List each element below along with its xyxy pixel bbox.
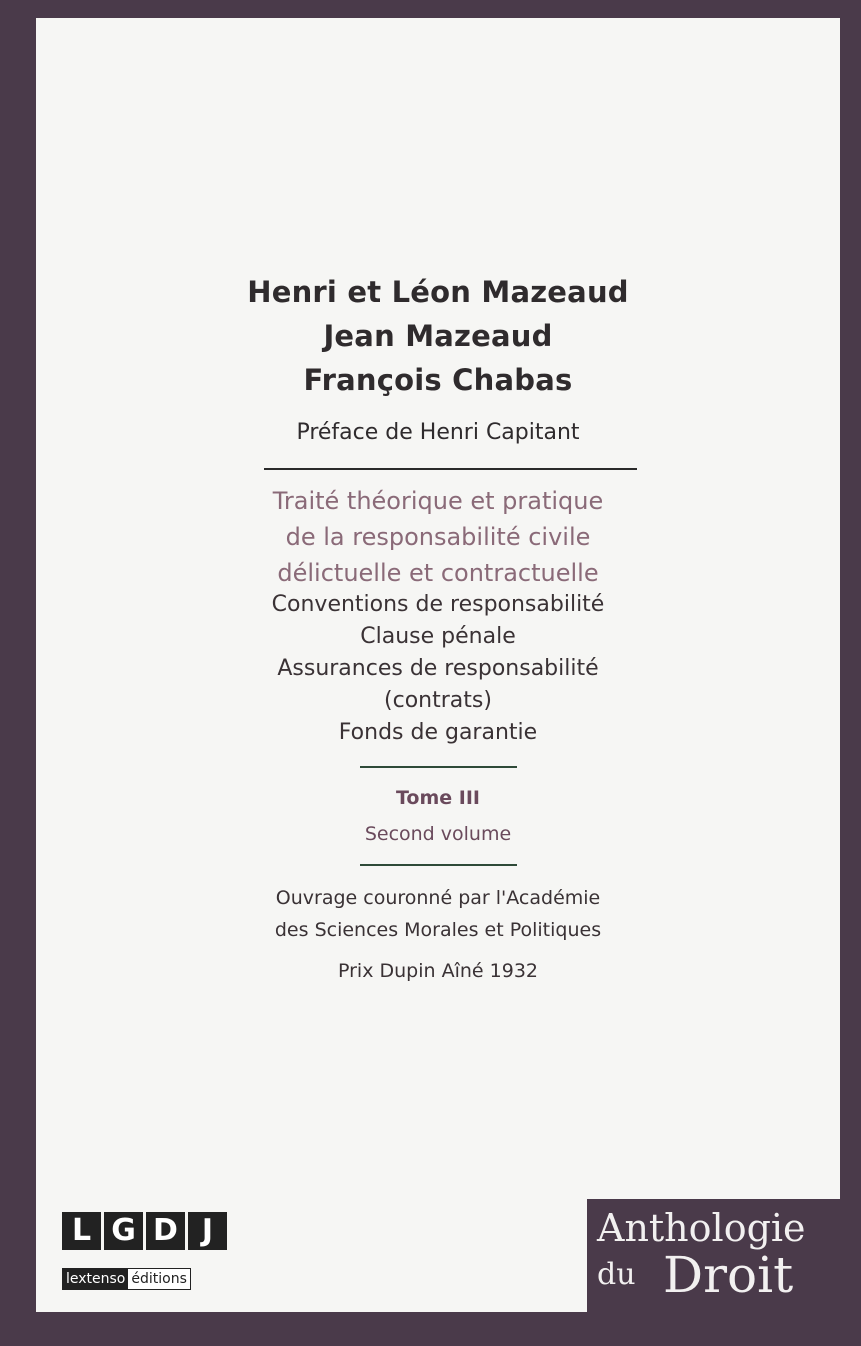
author-line: Jean Mazeaud [323,319,553,353]
author-line: Henri et Léon Mazeaud [247,275,629,309]
series-line: Droit [663,1246,794,1304]
series-line: du [597,1257,636,1292]
series-badge [587,1199,840,1312]
prize-text: Prix Dupin Aîné 1932 [338,960,538,982]
subtitle-line: Clause pénale [360,624,516,649]
tome-label: Tome III [396,787,480,809]
book-cover [36,18,840,1312]
lextenso-editions: éditions [128,1269,190,1289]
logo-letter: G [104,1212,143,1250]
logo-letter: J [188,1212,227,1250]
title-line: Traité théorique et pratique [272,487,604,515]
lextenso-logo [62,1268,191,1290]
subtitle-line: Assurances de responsabilité [277,656,599,681]
lextenso-name: lextenso [63,1269,128,1289]
subtitle-line: Fonds de garantie [338,720,538,745]
title-line: délictuelle et contractuelle [277,559,599,587]
divider [360,864,517,866]
award-line: Ouvrage couronné par l'Académie [275,887,601,909]
author-line: François Chabas [303,363,573,397]
subtitle-line: (contrats) [384,688,492,713]
award-line: des Sciences Morales et Politiques [274,919,602,941]
logo-letter: L [62,1212,101,1250]
volume-label: Second volume [364,823,512,845]
subtitle-line: Conventions de responsabilité [271,592,605,617]
authors [36,270,840,402]
series-line: Anthologie [597,1206,806,1250]
preface: Préface de Henri Capitant [296,420,580,445]
publisher-logo [62,1212,227,1250]
divider [264,468,637,470]
award-text [36,882,840,946]
subtitle-list [36,589,840,749]
logo-letter: D [146,1212,185,1250]
title-line: de la responsabilité civile [285,523,591,551]
divider [360,766,517,768]
book-title [36,483,840,591]
